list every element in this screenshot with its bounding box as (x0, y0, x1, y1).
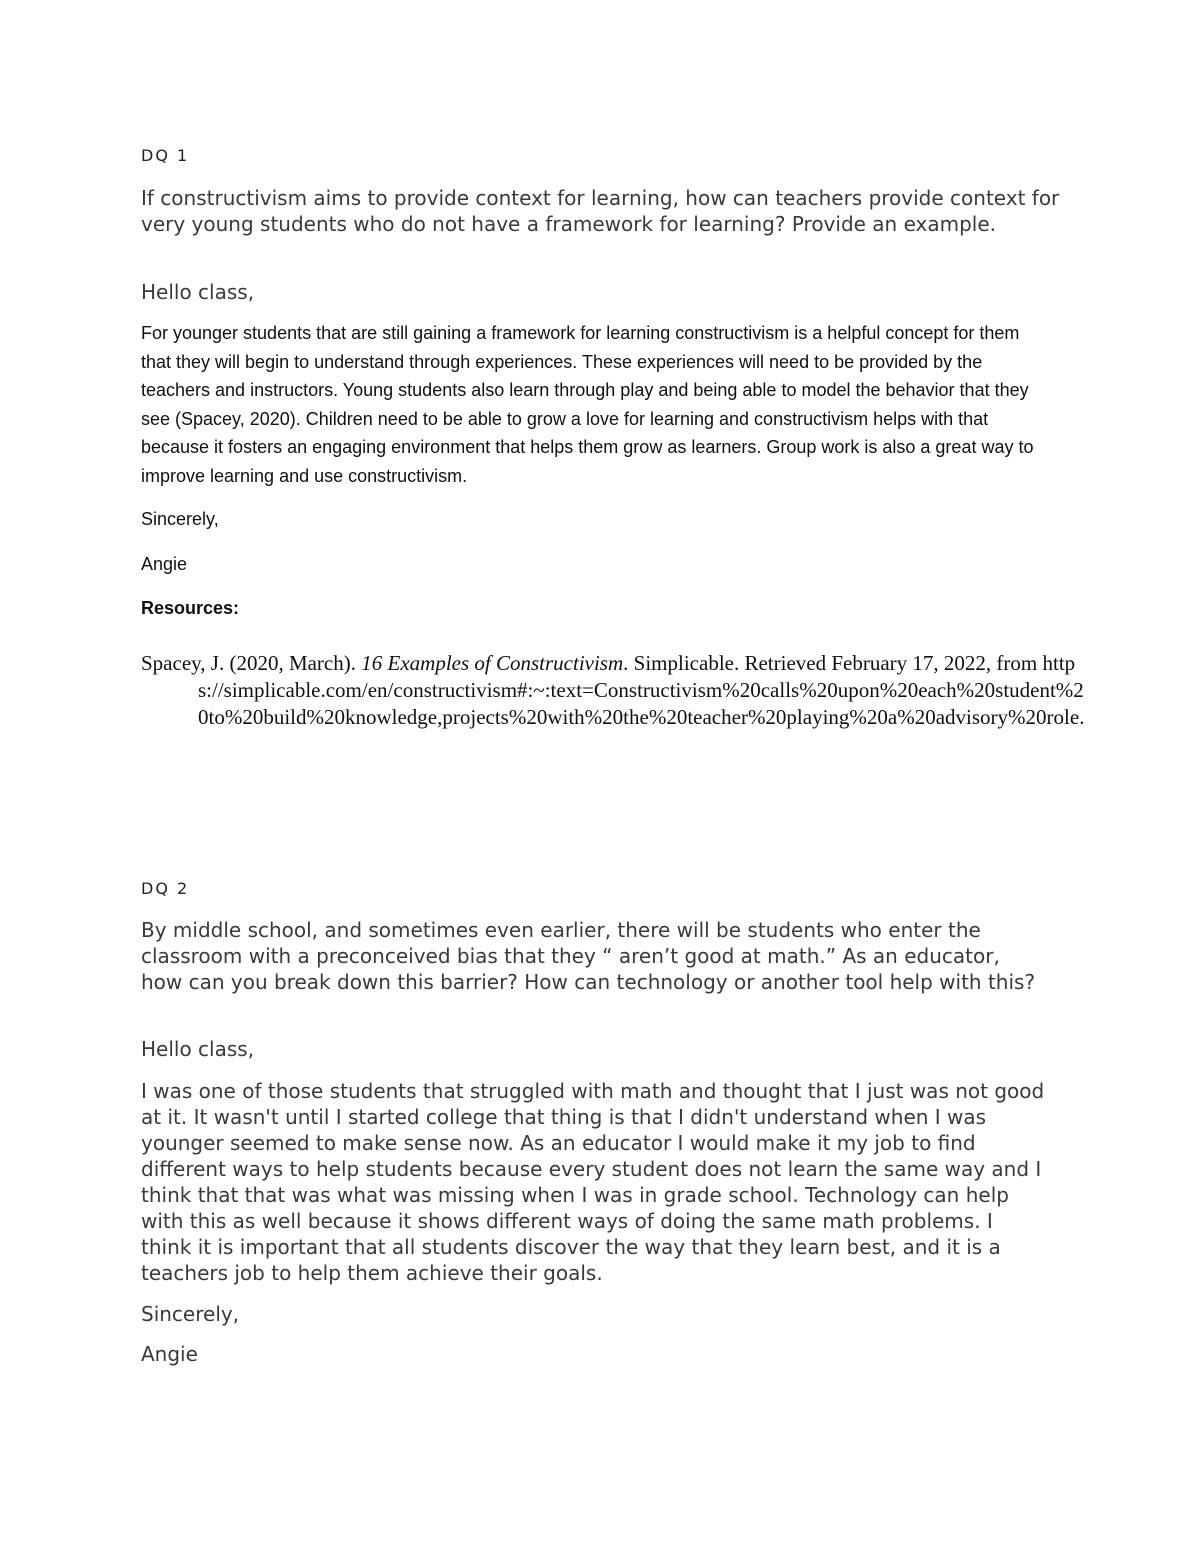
dq1-question: If constructivism aims to provide context for learning, how can teachers provide context for very young students who do not have a framework for learning? Provide an example. (141, 186, 1060, 236)
dq1-heading: DQ 1 (141, 146, 190, 165)
dq2-question: By middle school, and sometimes even earlier, there will be students who enter the classroom with a preconceived bias that they “ aren’t good at math.” As an educator, how can you break down this barrier? How can technology or another tool help with this? (141, 918, 1036, 994)
dq1-greeting: Hello class, (141, 280, 255, 304)
dq2-signature: Angie (141, 1342, 198, 1366)
dq1-citation (141, 650, 1088, 731)
dq2-closing: Sincerely, (141, 1302, 240, 1326)
dq2-heading: DQ 2 (141, 879, 190, 898)
dq1-closing: Sincerely, (141, 509, 219, 529)
citation-lead: Spacey, J. (2020, March). (141, 651, 362, 675)
dq2-greeting: Hello class, (141, 1037, 255, 1061)
citation-title: 16 Examples of Constructivism (361, 651, 624, 675)
dq1-signature: Angie (141, 554, 188, 574)
dq1-resources-label: Resources: (141, 598, 240, 618)
dq1-body: For younger students that are still gaining a framework for learning constructivism is a helpful concept for them that they will begin to understand through experiences. These experiences will need to be provided by the teachers and instructors. Young students also learn through play and being able to model the behavior that they see (Spacey, 2020). Children need to be able to grow a love for learning and constructivism helps with that because it fosters an engaging environment that helps them grow as learners. Group work is also a great way to improve learning and use constructivism. (141, 323, 1034, 486)
citation-tail: . Simplicable. Retrieved February 17, 2022, from https://simplicable.com/en/constructivism#:~:text=Constructivism%20calls%20upon%20each%20student%20to%20build%20knowledge,projects%20with%20the%20teacher%20playing%20a%20advisory%20role. (198, 651, 1085, 729)
dq2-body: I was one of those students that struggled with math and thought that I just was not good at it. It wasn't until I started college that thing is that I didn't understand when I was younger seemed to make sense now. As an educator I would make it my job to find different ways to help students because every student does not learn the same way and I think that that was what was missing when I was in grade school. Technology can help with this as well because it shows different ways of doing the same math problems. I think it is important that all students discover the way that they learn best, and it is a teachers job to help them achieve their goals. (141, 1079, 1045, 1285)
